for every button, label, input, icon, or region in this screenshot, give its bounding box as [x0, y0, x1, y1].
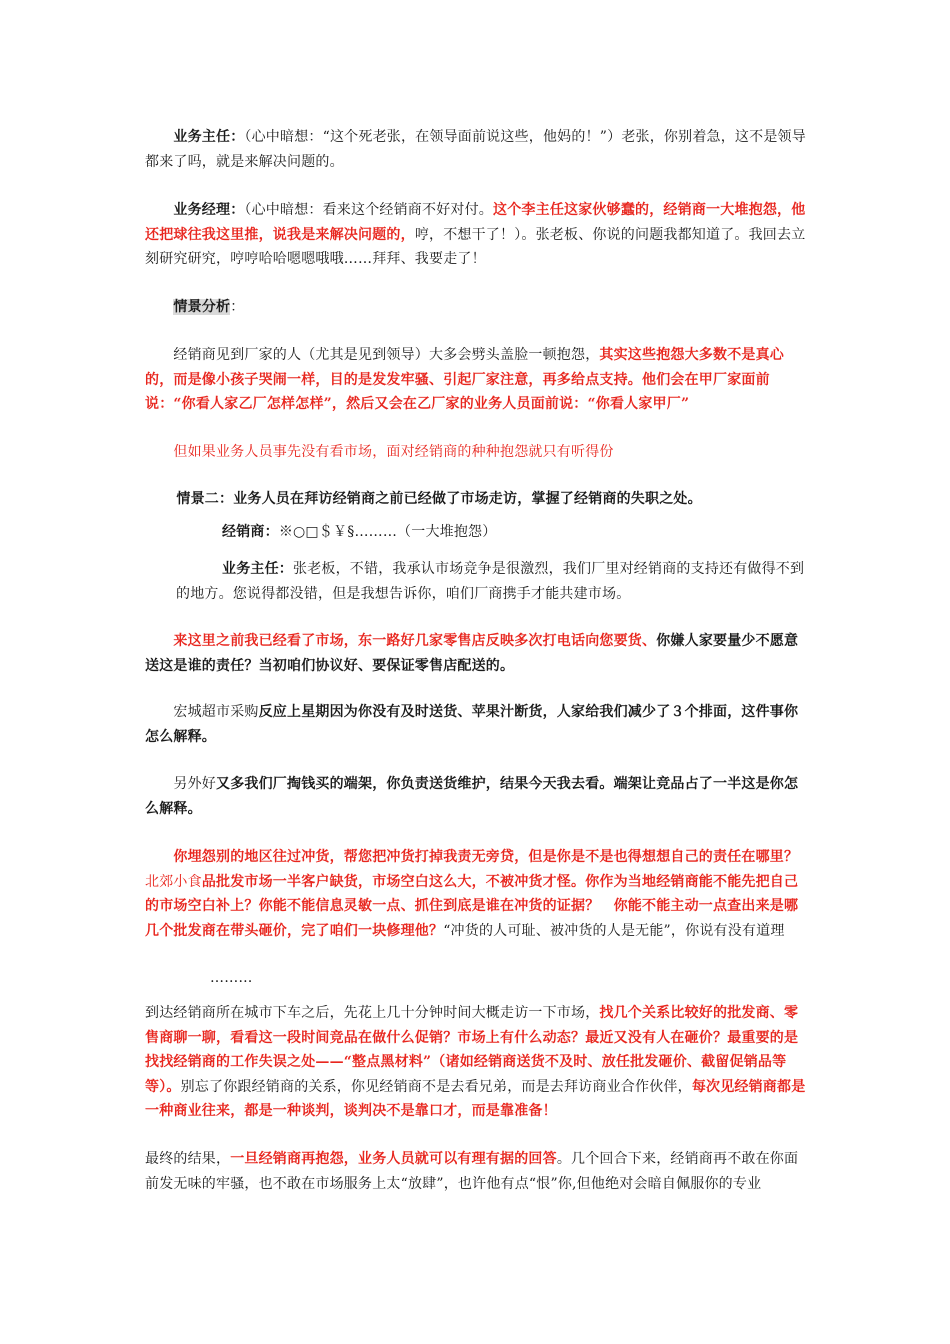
paragraph: [145, 343, 807, 417]
text-run: 又多我们厂掏钱买的端架，你负责送货维护，结果今天我去看。端架让竞品占了一半这是你怎么解释。: [145, 776, 799, 817]
text-run: [148, 491, 176, 507]
text-run: 其实这些抱怨大多数不是真心的，而是像小孩子哭闹一样，目的是发发牢骚、引起厂家注意，再多给点支持。他们会在甲厂家面前说：“你看人家乙厂怎样怎样”，然后又会在乙厂家的业务人员面前说：“你看人家甲厂”: [145, 347, 785, 412]
text-run: [145, 129, 173, 145]
text-run: [145, 633, 173, 649]
text-run: 另外好: [145, 776, 216, 792]
ellipsis: [210, 966, 610, 991]
text-run: 但如果业务人员事先没有看市场，面对经销商的种种抱怨就只有听得份: [173, 444, 614, 460]
text-run: [145, 202, 173, 218]
text-run: （心中暗想：“这个死老张，在领导面前说这些，他妈的！”）老张，你别着急，这不是领导都来了吗，就是来解决问题的。: [145, 129, 806, 170]
text-run: 。几个回合下来，经销商再不敢在你面前发无味的牢骚，也不敢在市场服务上太“放肆”，也许他有点“恨”你,但他绝对会暗自佩服你的专业: [145, 1151, 799, 1192]
paragraph: [145, 440, 807, 465]
text-run: [145, 299, 173, 315]
text-run: 这个李主任这家伙够蠢的，经销商一大堆抱怨，他还把球往我这里推，说我是来解决问题的，: [145, 202, 806, 243]
text-run: 你嫌人家要量少不愿意送这是谁的责任？当初咱们协议好、要保证零售店配送的。: [145, 633, 799, 674]
paragraph: [145, 845, 807, 943]
text-run: 别忘了你跟经销商的关系，你见经销商不是去看兄弟，而是去拜访商业合作伙伴，: [180, 1078, 692, 1095]
text-run: 业务主任：: [222, 561, 293, 577]
text-run: 品批发市场一半客户缺货，市场空白这么大，不被冲货才怪。你作为当地经销商能不能先把自己的市场空白补上？你能不能信息灵敏一点、抓住到底是谁在冲货的证据？ 你能不能主动一点查出来是哪几个批发商在带头砸价，完了咱们一块修理他？: [145, 873, 799, 939]
text-run: （心中暗想：看来这个经销商不好对付。: [244, 202, 494, 218]
text-run: 情景二：业务人员在拜访经销商之前已经做了市场走访，掌握了经销商的失职之处。: [176, 491, 702, 507]
text-run: 经销商见到厂家的人（尤其是见到领导）大多会劈头盖脸一顿抱怨，: [145, 347, 600, 363]
text-run: 找几个关系比较好的批发商、零售商聊一聊，看看这一段时间竞品在做什么促销？市场上有什么动态？最近又没有人在砸价？最重要的是找找经销商的工作失误之处——“整点黑材料”（诸如经销商送货不及时、放任批发砸价、截留促销品等等）。: [145, 1005, 799, 1095]
text-run: 反应上星期因为你没有及时送货、苹果汁断货，人家给我们减少了３个排面，这件事你怎么解释。: [145, 704, 799, 745]
text-run: 到达经销商所在城市下车之后，先花上几十分钟时间大概走访一下市场，: [145, 1005, 600, 1021]
text-run: [145, 849, 173, 865]
paragraph: [176, 557, 807, 606]
paragraph: [145, 1001, 807, 1124]
paragraph: [145, 772, 807, 821]
text-run: 哼，不想干了！）。张老板、你说的问题我都知道了。我回去立刻研究研究，哼哼哈哈嗯嗯哦哦……拜拜、我要走了！: [145, 226, 806, 267]
paragraph: [145, 125, 807, 174]
text-run: 业务主任：: [173, 129, 245, 145]
text-run: 业务经理：: [173, 202, 245, 218]
paragraph: [145, 629, 807, 678]
text-run: 每次见经销商都是一种商业往来，都是一种谈判，谈判决不是靠口才，而是靠准备！: [145, 1078, 806, 1119]
text-run: 张老板，不错，我承认市场竞争是很激烈，我们厂里对经销商的支持还有做得不到的地方。您说得都没错，但是我想告诉你，咱们厂商携手才能共建市场。: [176, 561, 805, 602]
text-run: ………: [210, 970, 253, 986]
text-run: ：: [230, 299, 245, 315]
section-heading: [148, 487, 807, 512]
text-run: 情景分析: [173, 299, 231, 315]
paragraph: [145, 295, 807, 320]
text-run: 一旦经销商再抱怨，业务人员就可以有理有据的回答: [230, 1151, 557, 1167]
paragraph: [145, 1147, 807, 1196]
text-run: 经销商：: [222, 524, 279, 540]
paragraph: [222, 520, 807, 545]
text-run: [145, 444, 173, 460]
text-run: 最终的结果，: [145, 1151, 231, 1167]
text-run: “冲货的人可耻、被冲货的人是无能”，你说有没有道理: [443, 922, 785, 939]
text-run: 宏城超市采购: [145, 704, 259, 720]
text-run: 北郊小食: [145, 873, 202, 890]
paragraph: [145, 700, 807, 749]
text-run: 来这里之前我已经看了市场，东一路好几家零售店反映多次打电话向您要货、: [173, 633, 657, 649]
paragraph: [145, 198, 807, 272]
text-run: ※○□＄￥§………（一大堆抱怨）: [278, 524, 497, 540]
text-run: 你埋怨别的地区往过冲货，帮您把冲货打掉我责无旁贷，但是你是不是也得想想自己的责任在哪里？: [173, 849, 799, 865]
